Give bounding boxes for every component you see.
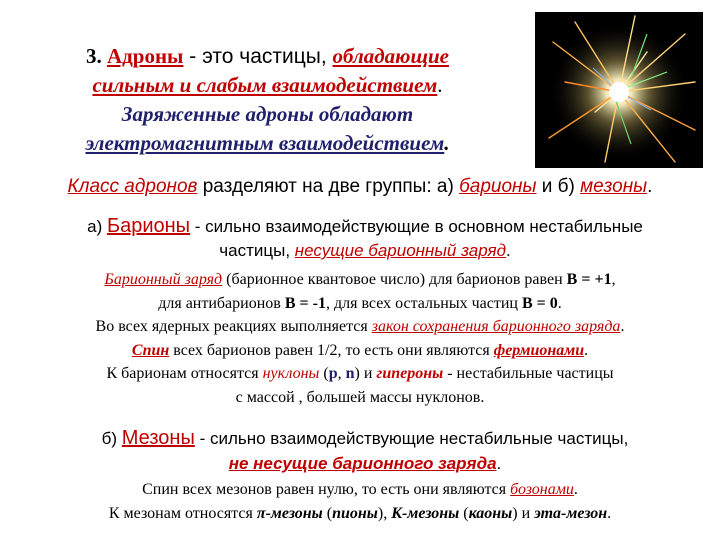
kaons-term: каоны [468, 505, 513, 522]
mesons-details [10, 478, 710, 526]
slide-heading [30, 42, 505, 158]
eta-meson-term: эта-мезон [534, 505, 608, 522]
hadrons-term: Адроны [106, 44, 184, 68]
heading-line-1 [30, 42, 505, 71]
fermions-term: фермионами [493, 341, 585, 359]
nucleons-term: нуклоны [262, 365, 320, 383]
baryons-definition [20, 214, 710, 263]
mesons-term: Мезоны [121, 427, 195, 449]
hadron-class-term: Класс адронов [67, 176, 198, 197]
heading-line-3: Заряженные адроны обладают [121, 102, 414, 126]
heading-dash: - это частицы, [183, 45, 333, 68]
baryons-def-line-2: частицы, несущие барионный заряд. [219, 241, 511, 260]
bosons-term: бозонами [510, 481, 574, 498]
mesons-definition [20, 426, 710, 476]
antibaryon-line: для антибарионов В = -1, для всех остальных частиц В = 0. [158, 294, 562, 312]
heading-dot-1: . [437, 73, 443, 97]
baryon-types-line: К барионам относятся нуклоны (р, n) и гипероны - нестабильные частицы [106, 365, 614, 383]
section-number: 3. [85, 44, 102, 68]
spin-term: Спин [131, 341, 170, 359]
mesons-def-line-2: не несущие барионного заряда. [228, 454, 502, 473]
baryon-charge-line: Барионный заряд (барионное квантовое число) для барионов равен В = +1, [104, 271, 616, 288]
baryon-charge-term: несущие барионный заряд [294, 241, 506, 260]
conservation-law-line: Во всех ядерных реакциях выполняется закон сохранения барионного заряда. [95, 318, 625, 336]
pions-term: пионы [332, 505, 378, 522]
meson-spin-line: Спин всех мезонов равен нулю, то есть они являются бозонами. [142, 481, 578, 498]
baryons-term: Барионы [106, 215, 191, 237]
no-baryon-charge-term: не несущие барионного заряда [228, 454, 497, 473]
hyperons-term: гипероны [376, 365, 444, 383]
particle-collision-photo [535, 12, 703, 168]
heading-line-4: электромагнитным взаимодействием. [85, 131, 450, 155]
heading-line-2 [30, 71, 505, 100]
conservation-law-term: закон сохранения барионного заряда [371, 318, 621, 336]
baryons-def-line-1: а) Барионы - сильно взаимодействующие в основном нестабильные [87, 215, 643, 237]
mesons-def-line-1: б) Мезоны - сильно взаимодействующие нестабильные частицы, [101, 427, 629, 449]
heading-def-1: обладающие [332, 44, 450, 68]
heading-em-interaction: электромагнитным взаимодействием [85, 131, 445, 155]
hadron-class-sentence: Класс адронов разделяют на две группы: а) барионы и б) мезоны. [67, 176, 653, 197]
hyperon-mass-line: с массой , большей массы нуклонов. [235, 388, 485, 406]
collision-burst-icon [535, 12, 703, 168]
mesons-link-term: мезоны [580, 176, 648, 197]
baryons-details [10, 268, 710, 410]
pi-mesons-term: π-мезоны [256, 505, 323, 522]
spin-line: Спин всех барионов равен 1/2, то есть они являются фермионами. [131, 341, 589, 359]
baryons-link-term: барионы [459, 176, 537, 197]
k-mesons-term: К-мезоны [391, 505, 460, 522]
meson-types-line: К мезонам относятся π-мезоны (пионы), К-мезоны (каоны) и эта-мезон. [108, 505, 612, 522]
heading-def-2: сильным и слабым взаимодействием [92, 73, 438, 97]
